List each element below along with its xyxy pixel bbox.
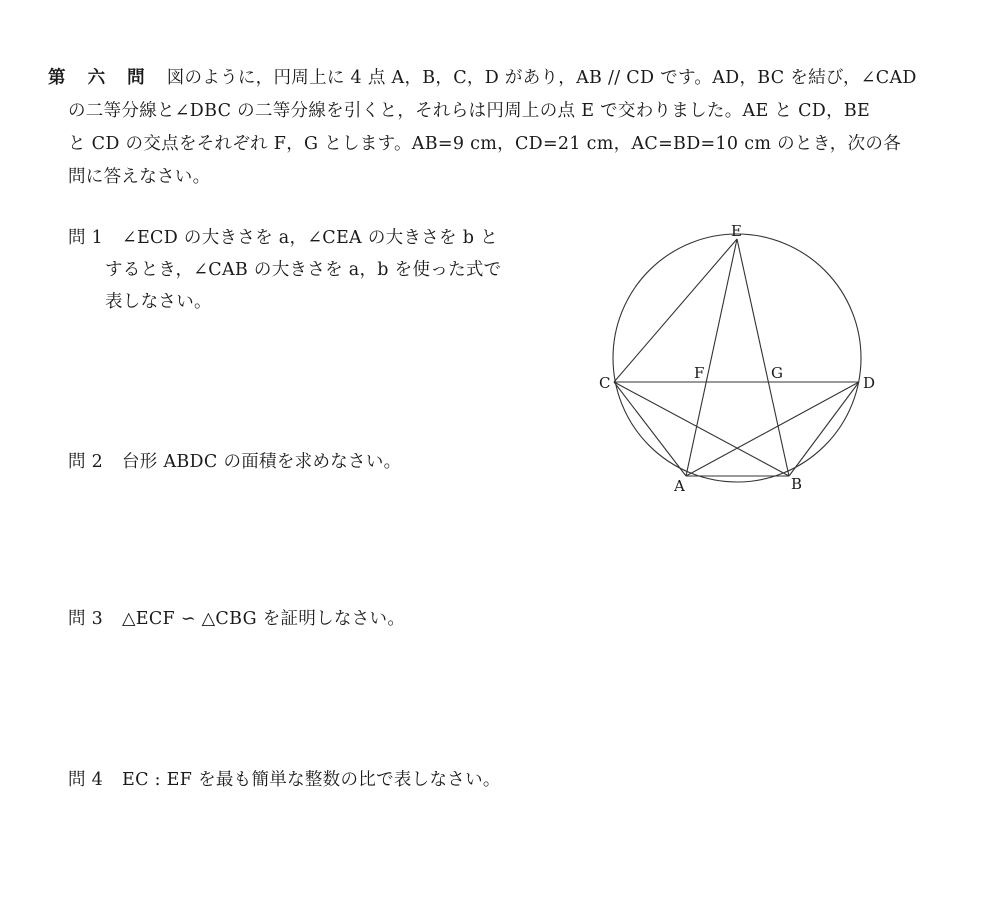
problem-line-3: と CD の交点をそれぞれ F，G とします。AB=9 cm，CD=21 cm，AC=BD=10 cm のとき，次の各 [68, 134, 901, 154]
segment-EB [737, 239, 789, 476]
circumcircle [613, 234, 861, 482]
question-number: 問 3 [68, 609, 104, 629]
question-text: 台形 ABDC の面積を求めなさい。 [122, 452, 402, 472]
problem-statement [48, 62, 917, 194]
problem-line-2: の二等分線と∠DBC の二等分線を引くと，それらは円周上の点 E で交わりました。AE と CD，BE [68, 101, 871, 121]
segment-EC [614, 239, 737, 382]
problem-label: 第 六 問 [48, 68, 153, 88]
segment-EA [686, 239, 737, 476]
point-label-G: G [771, 364, 783, 382]
question-1 [68, 222, 501, 318]
point-label-D: D [863, 374, 876, 392]
question-text: 表しなさい。 [105, 292, 212, 312]
point-label-C: C [599, 374, 611, 392]
problem-line-1: 第 六 問 図のように，円周上に 4 点 A，B，C，D があり，AB // CD です。AD，BC を結び，∠CAD [48, 68, 917, 88]
question-4 [68, 764, 501, 796]
question-number: 問 1 [68, 228, 104, 248]
question-text: △ECF ∽ △CBG を証明しなさい。 [122, 609, 406, 629]
circle-diagram [590, 215, 890, 500]
point-label-F: F [694, 364, 705, 382]
question-3 [68, 603, 405, 635]
question-text: するとき，∠CAB の大きさを a，b を使った式で [105, 260, 502, 280]
segment-DB [789, 382, 859, 476]
question-number: 問 2 [68, 452, 104, 472]
question-text: EC : EF を最も簡単な整数の比で表しなさい。 [122, 770, 501, 790]
question-text: ∠ECD の大きさを a，∠CEA の大きさを b と [122, 228, 498, 248]
segment-CB [614, 382, 789, 476]
geometry-figure [590, 215, 890, 500]
problem-line-4: 問に答えなさい。 [68, 167, 211, 187]
point-label-B: B [791, 475, 803, 493]
question-2 [68, 446, 401, 478]
segment-CA [614, 382, 686, 476]
point-label-E: E [731, 222, 742, 240]
point-label-A: A [674, 477, 685, 495]
question-number: 問 4 [68, 770, 104, 790]
segment-AD [686, 382, 859, 476]
